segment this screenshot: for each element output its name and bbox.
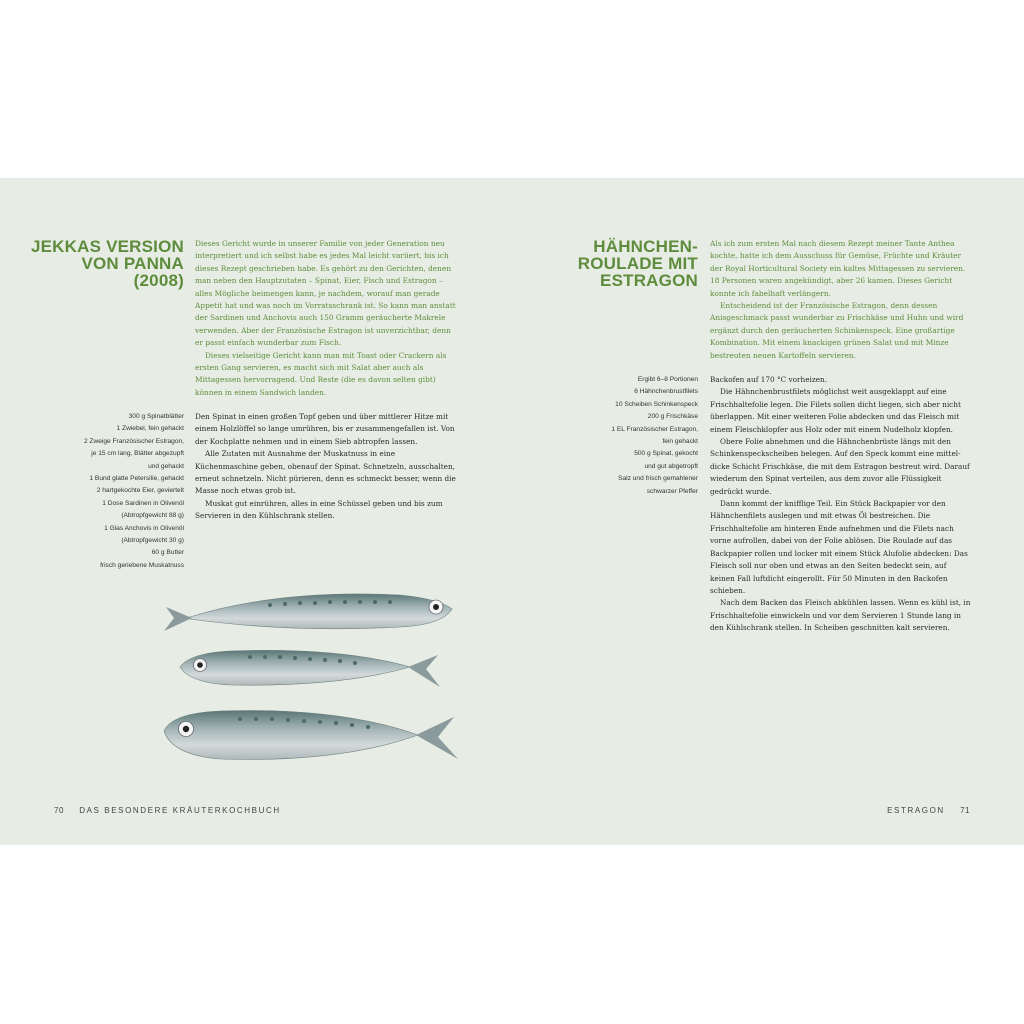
- title-line: ESTRAGON: [600, 271, 698, 290]
- right-recipe-title: [540, 238, 698, 289]
- left-footer: [54, 806, 281, 815]
- ingredient-line: und gehackt: [148, 462, 184, 470]
- ingredient-line: 2 hartgekochte Eier, geviertelt: [96, 487, 184, 495]
- left-method: [195, 411, 457, 523]
- method-paragraph: Nach dem Backen das Fleisch abkühlen lassen. Wenn es kühl ist, in Frischhaltefolie einwickeln und vor dem Servieren 1 Stunde lang in den Kühlschrank stellen. In Scheiben geschnitten kalt servieren.: [710, 598, 971, 633]
- page-number: 70: [54, 806, 64, 815]
- ingredient-line: 10 Scheiben Schinkenspeck: [615, 400, 698, 408]
- ingredient-line: 1 Glas Anchovis in Olivenöl: [104, 524, 184, 532]
- ingredient-line: Salz und frisch gemahlener: [618, 475, 698, 483]
- method-paragraph: Obere Folie abnehmen und die Hähnchenbrüste längs mit den Schinkenspeckscheiben belegen. Auf den Speck kommt eine mittel-dicke Schicht Frischkäse, die mit dem Estragon bestreut wird. Darauf wiederum den Spinat verteilen, aus dem zuvor alle Flüssigkeit gedrückt wurde.: [710, 437, 970, 496]
- method-paragraph: Alle Zutaten mit Ausnahme der Muskatnuss in eine Küchenmaschine geben, obenauf der Spinat. Schnetzeln, ausschalten, erneut schnetzeln. Nicht pürieren, denn es schmeckt besser, wenn die Masse noch etwas grob ist.: [195, 449, 456, 496]
- method-paragraph: Die Hähnchenbrustfilets möglichst weit ausgeklappt auf eine Frischhaltefolie legen. Die Filets sollen dicht liegen, sich aber nicht überlappen. Mit einer weiteren Folie abdecken und das Fleisch mit einem Fleischklopfer aus Holz oder mit einem Nudelholz klopfen.: [710, 387, 961, 434]
- method-paragraph: Backofen auf 170 °C vorheizen.: [710, 375, 828, 384]
- intro-paragraph: Als ich zum ersten Mal nach diesem Rezept meiner Tante Anthea kochte, hatte ich dem Ausschuss für Gemüse, Früchte und Kräuter der Royal Horticultural Society ein kaltes Mittagessen zu servieren. 18 Personen waren angekündigt, aber 26 kamen. Dieses Gericht konnte ich fabelhaft verlängern.: [710, 239, 966, 298]
- ingredient-line: 1 EL Französischer Estragon,: [611, 425, 698, 433]
- intro-paragraph: Entscheidend ist der Französische Estragon, denn dessen Anisgeschmack passt wunderbar zu Frischkäse und Huhn und wird ergänzt durch den geräucherten Schinkenspeck. Eine großartige Kombination. Mit einem knackigen grünen Salat und mit Minze bestreuten neuen Kartoffeln servieren.: [710, 301, 964, 360]
- ingredient-line: (Abtropfgewicht 88 g): [121, 512, 184, 520]
- ingredient-line: fein gehackt: [662, 438, 698, 446]
- ingredient-line: (Abtropfgewicht 30 g): [121, 537, 184, 545]
- ingredient-line: 1 Dose Sardinen in Olivenöl: [102, 499, 184, 507]
- ingredient-line: 1 Zwiebel, fein gehackt: [116, 425, 184, 433]
- right-intro: [710, 238, 972, 362]
- title-line: VON PANNA: [81, 254, 184, 273]
- ingredient-line: 500 g Spinat, gekocht: [634, 450, 698, 458]
- fish-icon: [164, 711, 458, 760]
- right-method: [710, 374, 972, 635]
- ingredient-line: 6 Hähnchenbrustfilets: [634, 388, 698, 396]
- ingredient-line: 200 g Frischkäse: [647, 413, 698, 421]
- ingredient-line: 300 g Spinatblätter: [128, 413, 184, 420]
- left-intro: [195, 238, 457, 399]
- ingredient-line: je 15 cm lang, Blätter abgezupft: [91, 450, 184, 458]
- running-title: DAS BESONDERE KRÄUTERKOCHBUCH: [79, 806, 281, 815]
- ingredient-line: Ergibt 6–8 Portionen: [637, 376, 698, 383]
- title-line: ROULADE MIT: [577, 254, 698, 273]
- intro-paragraph: Dieses Gericht wurde in unserer Familie von jeder Generation neu interpretiert und ich selbst habe es jedes Mal leicht variiert, bis ich dieses Rezept geschrieben habe. Es gehört zu den Gerichten, denen man neben den Hauptzutaten – Spinat, Eier, Fisch und Estragon – alles Mögliche beimengen kann, je nachdem, worauf man gerade Appetit hat und was noch im Vorratsschrank ist. So kann man anstatt der Sardinen und Anchovis auch 150 Gramm geräucherte Makrele verwenden. Aber der Französische Estragon ist unverzichtbar, denn er passt einfach wunderbar zum Fisch.: [195, 239, 456, 348]
- title-line: HÄHNCHEN-: [593, 237, 698, 256]
- intro-paragraph: Dieses vielseitige Gericht kann man mit Toast oder Crackern als ersten Gang servieren, es macht sich mit Salat aber auch als Mittagessen hervorragend. Und Reste (die es davon selten gibt) können in einem Sandwich landen.: [195, 350, 447, 397]
- ingredient-line: 2 Zweige Französischer Estragon,: [83, 437, 184, 445]
- ingredient-line: schwarzer Pfeffer: [646, 487, 698, 495]
- sardines-illustration: [160, 583, 470, 783]
- left-ingredients: [20, 411, 184, 572]
- ingredient-line: 1 Bund glatte Petersilie, gehackt: [89, 475, 184, 483]
- title-line: (2008): [133, 271, 184, 290]
- method-paragraph: Den Spinat in einen großen Topf geben und über mittlerer Hitze mit einem Holzlöffel so lange umrühren, bis er zusammengefallen ist. Von der Kochplatte nehmen und in einem Sieb abtropfen lassen.: [195, 412, 455, 446]
- method-paragraph: Dann kommt der knifflige Teil. Ein Stück Backpapier vor den Hähnchenfilets auslegen und mit etwas Öl bestreichen. Die Frischhaltefolie am hinteren Ende aufnehmen und die Filets nach vorne aufrollen, dabei von der Folie ablösen. Die Roulade auf das Backpapier rollen und locker mit einem Stück Alufolie abdecken: Das Fleisch soll nur oben und etwas an den Seiten bedeckt sein, auf keinen Fall luftdicht eingerollt. Für 50 Minuten in den Backofen schieben.: [710, 499, 968, 595]
- ingredient-line: 60 g Butter: [151, 549, 184, 557]
- page-number: 71: [960, 806, 970, 815]
- title-line: JEKKAS VERSION: [30, 237, 184, 256]
- fish-icon: [180, 650, 440, 687]
- ingredient-line: frisch geriebene Muskatnuss: [100, 561, 184, 569]
- right-ingredients: [560, 374, 698, 498]
- fish-icon: [164, 594, 452, 631]
- left-recipe-title: [30, 238, 184, 289]
- method-paragraph: Muskat gut einrühren, alles in eine Schüssel geben und bis zum Servieren in den Kühlschrank stellen.: [195, 498, 443, 521]
- ingredient-line: und gut abgetropft: [644, 462, 698, 470]
- right-footer: [887, 806, 970, 815]
- running-title: ESTRAGON: [887, 806, 945, 815]
